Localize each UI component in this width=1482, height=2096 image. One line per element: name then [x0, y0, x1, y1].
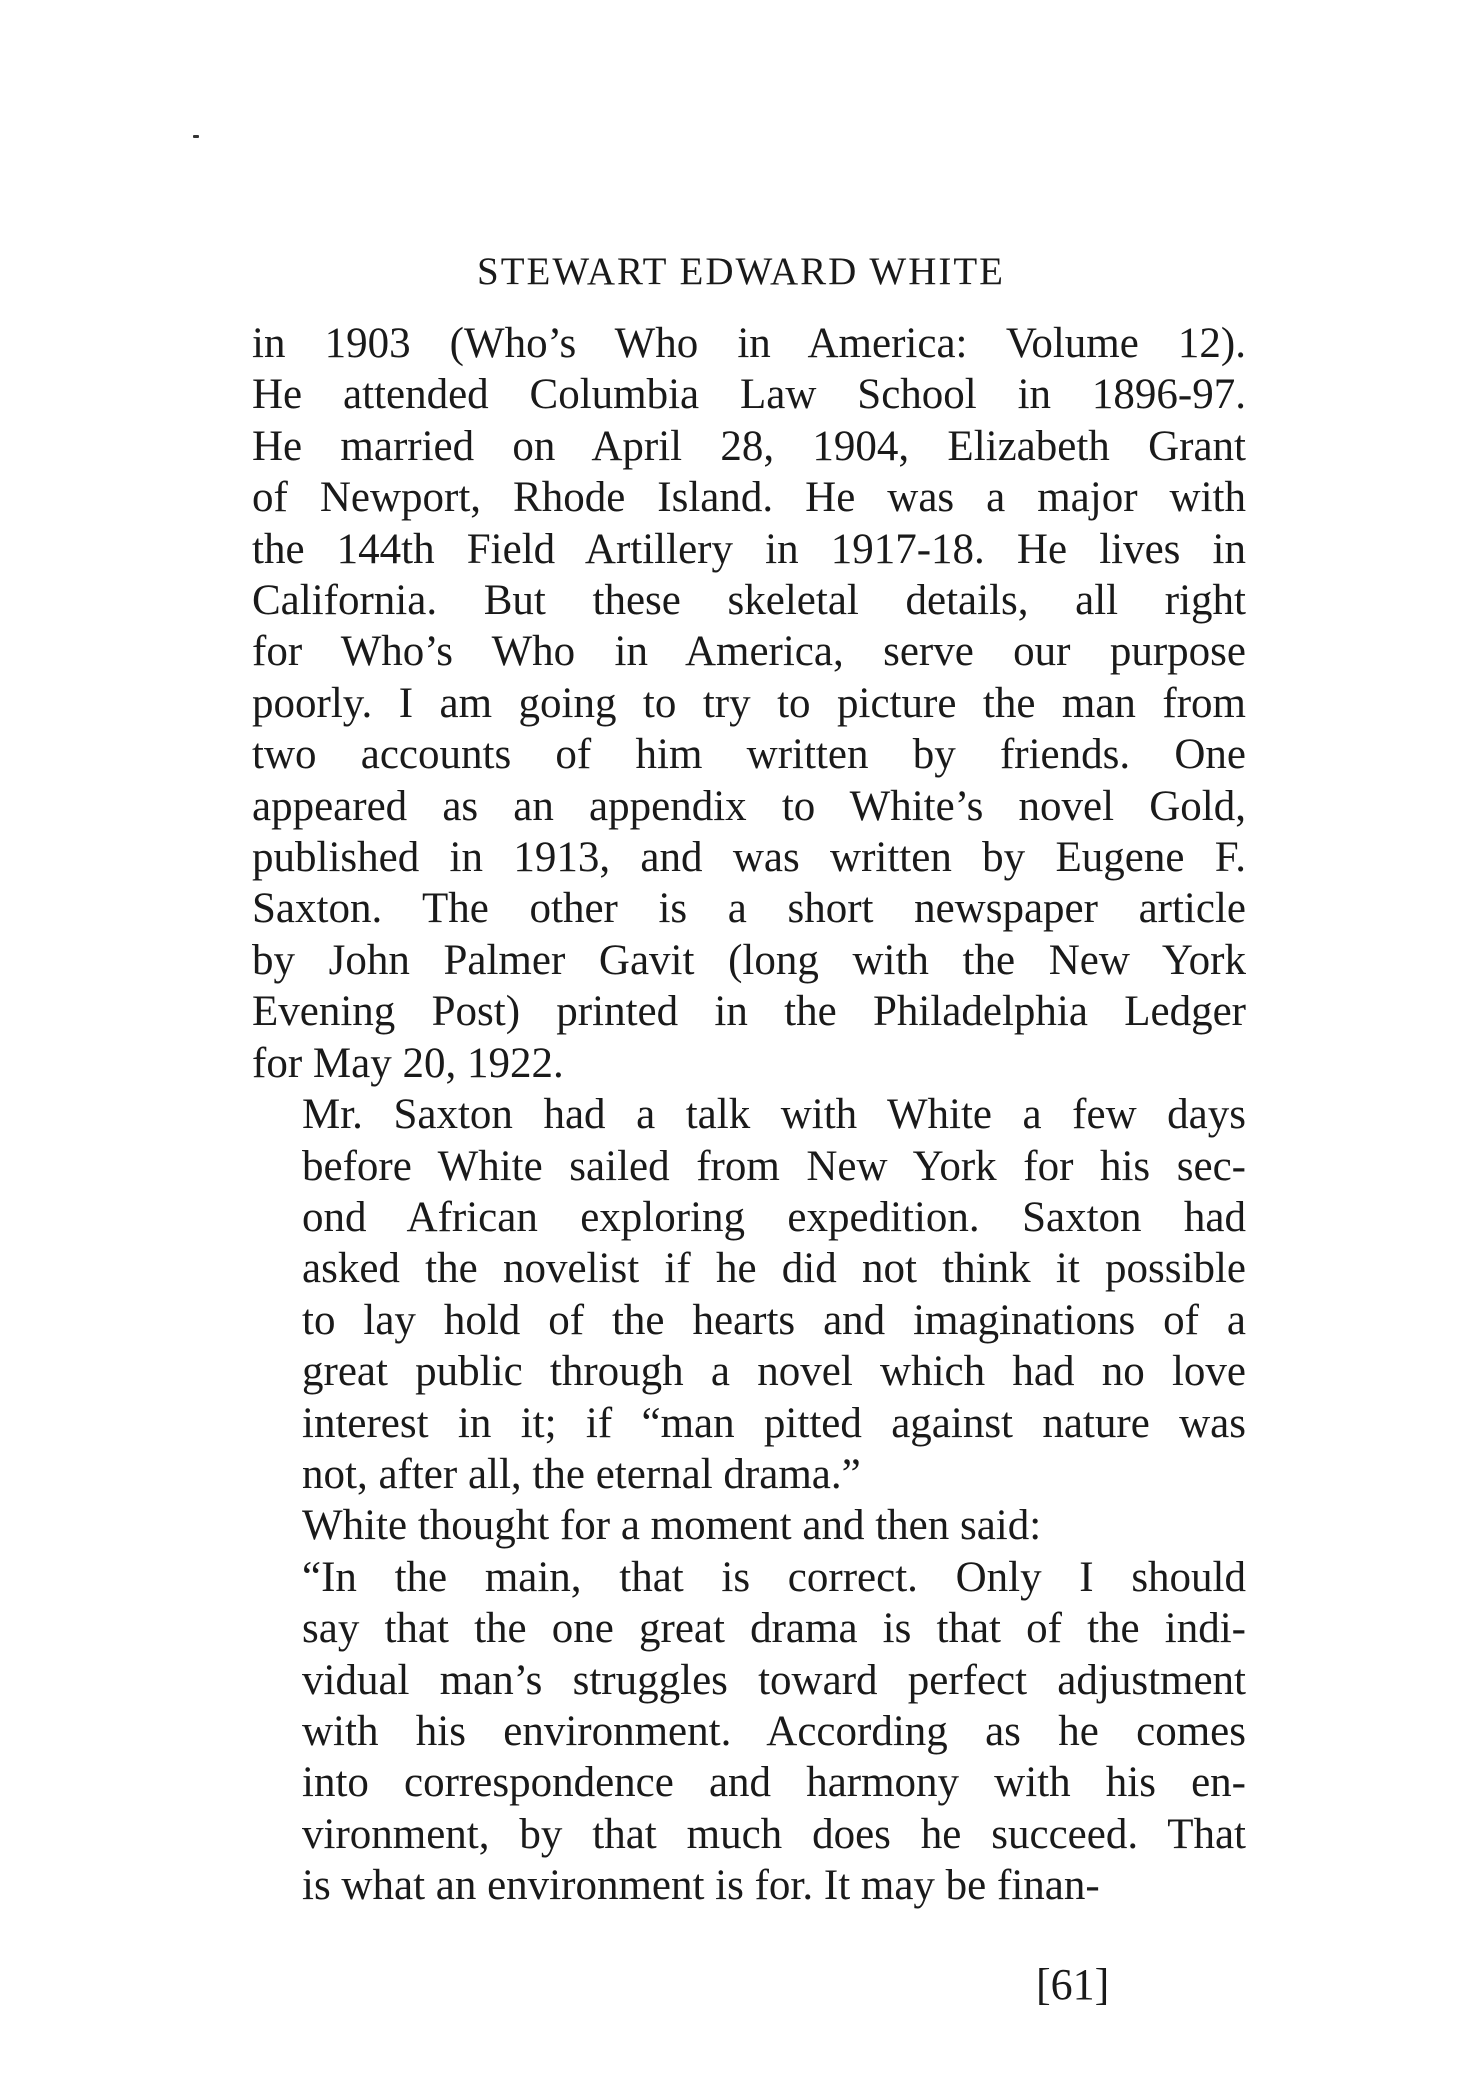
text-line: asked the novelist if he did not think it possible — [302, 1245, 1246, 1293]
text-line: is what an environment is for. It may be finan- — [302, 1862, 1100, 1910]
paragraph — [252, 1500, 1246, 1551]
body-text — [252, 318, 1246, 1912]
text-line: ond African exploring expedition. Saxton had — [302, 1193, 1246, 1241]
paragraph — [252, 318, 1246, 1089]
paragraph — [252, 1089, 1246, 1500]
text-line: interest in it; if “man pitted against nature was — [302, 1399, 1246, 1447]
text-line: in 1903 (Who’s Who in America: Volume 12). — [252, 320, 1246, 367]
scan-speck — [193, 135, 199, 138]
text-line: not, after all, the eternal drama.” — [302, 1450, 861, 1498]
paragraph — [252, 1552, 1246, 1912]
text-line: vidual man’s struggles toward perfect adjustment — [302, 1656, 1246, 1704]
text-line: say that the one great drama is that of the indi- — [302, 1605, 1246, 1653]
text-line: vironment, by that much does he succeed. That — [302, 1810, 1246, 1858]
text-line: Mr. Saxton had a talk with White a few days — [302, 1091, 1246, 1139]
text-line: with his environment. According as he comes — [302, 1707, 1246, 1755]
text-line: to lay hold of the hearts and imaginations of a — [302, 1296, 1246, 1344]
text-line: for May 20, 1922. — [252, 1039, 564, 1087]
text-line: before White sailed from New York for his sec- — [302, 1142, 1246, 1190]
text-line: into correspondence and harmony with his en- — [302, 1759, 1246, 1807]
text-line: He attended Columbia Law School in 1896-97. — [252, 371, 1246, 419]
page-number: [61] — [1036, 1960, 1110, 2009]
text-line: published in 1913, and was written by Eugene F. — [252, 834, 1246, 882]
text-line: by John Palmer Gavit (long with the New York — [252, 936, 1246, 984]
text-line: Evening Post) printed in the Philadelphia Ledger — [252, 988, 1246, 1036]
text-line: the 144th Field Artillery in 1917-18. He lives in — [252, 525, 1246, 573]
text-line: two accounts of him written by friends. One — [252, 731, 1246, 779]
text-line: appeared as an appendix to White’s novel Gold, — [252, 782, 1246, 830]
text-line: California. But these skeletal details, all right — [252, 577, 1246, 625]
text-line: “In the main, that is correct. Only I should — [302, 1553, 1246, 1601]
running-head: STEWART EDWARD WHITE — [477, 250, 1005, 293]
text-line: of Newport, Rhode Island. He was a major with — [252, 474, 1246, 522]
text-line: He married on April 28, 1904, Elizabeth Grant — [252, 422, 1246, 470]
text-line: great public through a novel which had no love — [302, 1348, 1246, 1396]
text-line: poorly. I am going to try to picture the man from — [252, 679, 1246, 727]
text-line: White thought for a moment and then said: — [302, 1502, 1042, 1550]
text-line: for Who’s Who in America, serve our purpose — [252, 628, 1246, 676]
text-line: Saxton. The other is a short newspaper article — [252, 885, 1246, 933]
